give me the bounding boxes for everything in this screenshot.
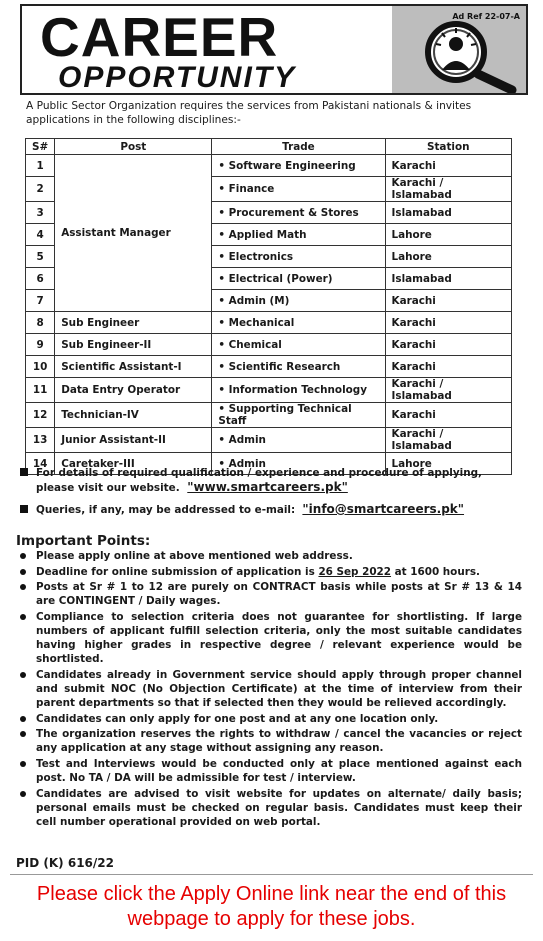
important-points-title: Important Points: xyxy=(16,533,151,549)
table-row xyxy=(26,428,512,453)
cell-trade: • Admin xyxy=(212,428,385,453)
deadline-suffix: at 1600 hours. xyxy=(394,565,480,578)
apply-online-note: Please click the Apply Online link near the end of this webpage to apply for these jobs. xyxy=(36,883,507,930)
header-post: Post xyxy=(55,139,212,155)
cell-post: Sub Engineer-II xyxy=(55,334,212,356)
list-item: Candidates can only apply for one post and at any one location only. xyxy=(16,712,522,726)
cell-post: Caretaker-III xyxy=(55,453,212,475)
cell-post: Data Entry Operator xyxy=(55,378,212,403)
header-trade: Trade xyxy=(212,139,385,155)
intro-text: A Public Sector Organization requires the services from Pakistani nationals & invites applications in the following disciplines:- xyxy=(26,100,472,126)
cell-trade: • Information Technology xyxy=(212,378,385,403)
jobs-table xyxy=(25,138,512,475)
banner-subtitle: OPPORTUNITY xyxy=(58,61,297,94)
cell-station: Islamabad xyxy=(385,268,511,290)
cell-station: Karachi / Islamabad xyxy=(385,428,511,453)
cell-station: Karachi / Islamabad xyxy=(385,378,511,403)
cell-sn: 11 xyxy=(26,378,55,403)
cell-sn: 3 xyxy=(26,202,55,224)
cell-sn: 6 xyxy=(26,268,55,290)
cell-trade: • Supporting Technical Staff xyxy=(212,403,385,428)
list-item-deadline xyxy=(16,565,522,579)
square-bullet-icon xyxy=(20,468,28,476)
table-row xyxy=(26,356,512,378)
square-bullet-icon xyxy=(20,505,28,513)
cell-station: Karachi xyxy=(385,290,511,312)
cell-station: Karachi xyxy=(385,334,511,356)
cell-sn: 14 xyxy=(26,453,55,475)
cell-post: Sub Engineer xyxy=(55,312,212,334)
cell-station: Lahore xyxy=(385,224,511,246)
list-item: Compliance to selection criteria does not guarantee for shortlisting. If large numbers of applicant fulfill selection criteria, only the most suitable candidates having higher grades in respective degree / relevant experience would be shortlisted. xyxy=(16,610,522,667)
cell-sn: 1 xyxy=(26,155,55,177)
cell-trade: • Finance xyxy=(212,177,385,202)
list-item: The organization reserves the rights to withdraw / cancel the vacancies or reject any application at any stage without assigning any reason. xyxy=(16,727,522,755)
cell-sn: 2 xyxy=(26,177,55,202)
cell-station: Lahore xyxy=(385,453,511,475)
cell-sn: 7 xyxy=(26,290,55,312)
table-row xyxy=(26,334,512,356)
website-note xyxy=(20,466,520,495)
cell-sn: 9 xyxy=(26,334,55,356)
cell-post: Junior Assistant-II xyxy=(55,428,212,453)
cell-trade: • Scientific Research xyxy=(212,356,385,378)
cell-trade: • Admin xyxy=(212,453,385,475)
cell-post: Scientific Assistant-I xyxy=(55,356,212,378)
banner-title-area xyxy=(22,6,392,93)
header-sn: S# xyxy=(26,139,55,155)
cell-sn: 4 xyxy=(26,224,55,246)
website-link[interactable]: "www.smartcareers.pk" xyxy=(187,480,348,494)
table-row xyxy=(26,312,512,334)
table-header-row xyxy=(26,139,512,155)
cell-sn: 5 xyxy=(26,246,55,268)
divider xyxy=(10,874,533,875)
deadline-prefix: Deadline for online submission of application is xyxy=(36,565,315,578)
list-item: Candidates are advised to visit website for updates on alternate/ daily basis; personal emails must be checked on regular basis. Candidates must keep their cell number operational provided on web portal. xyxy=(16,787,522,830)
cell-station: Karachi xyxy=(385,312,511,334)
cell-trade: • Electronics xyxy=(212,246,385,268)
table-row xyxy=(26,378,512,403)
cell-station: Karachi / Islamabad xyxy=(385,177,511,202)
list-item: Please apply online at above mentioned web address. xyxy=(16,549,522,563)
banner-title: CAREER xyxy=(40,6,279,68)
list-item: Posts at Sr # 1 to 12 are purely on CONTRACT basis while posts at Sr # 13 & 14 are CONTINGENT / Daily wages. xyxy=(16,580,522,608)
ad-reference: Ad Ref 22-07-A xyxy=(452,12,520,21)
cell-trade: • Admin (M) xyxy=(212,290,385,312)
email-link[interactable]: "info@smartcareers.pk" xyxy=(302,502,465,516)
cell-trade: • Electrical (Power) xyxy=(212,268,385,290)
career-banner xyxy=(20,4,528,95)
table-row xyxy=(26,155,512,177)
cell-sn: 10 xyxy=(26,356,55,378)
cell-station: Karachi xyxy=(385,403,511,428)
email-note xyxy=(20,502,520,516)
pid-reference: PID (K) 616/22 xyxy=(16,856,114,870)
website-note-line2: please visit our website. xyxy=(36,482,180,494)
cell-trade: • Mechanical xyxy=(212,312,385,334)
website-note-line1: For details of required qualification / experience and procedure of applying, xyxy=(36,467,482,479)
magnifier-person-icon xyxy=(404,18,524,94)
cell-sn: 12 xyxy=(26,403,55,428)
cell-station: Lahore xyxy=(385,246,511,268)
cell-trade: • Software Engineering xyxy=(212,155,385,177)
email-note-text: Queries, if any, may be addressed to e-mail: xyxy=(36,504,296,516)
deadline-date: 26 Sep 2022 xyxy=(318,565,392,578)
header-station: Station xyxy=(385,139,511,155)
cell-station: Karachi xyxy=(385,356,511,378)
cell-trade: • Chemical xyxy=(212,334,385,356)
cell-sn: 8 xyxy=(26,312,55,334)
cell-trade: • Applied Math xyxy=(212,224,385,246)
cell-station: Islamabad xyxy=(385,202,511,224)
table-row xyxy=(26,403,512,428)
cell-post-assistant-manager: Assistant Manager xyxy=(55,155,212,312)
cell-post: Technician-IV xyxy=(55,403,212,428)
important-points-list xyxy=(16,549,522,831)
list-item: Test and Interviews would be conducted only at place mentioned against each post. No TA / DA will be admissible for test / interview. xyxy=(16,757,522,785)
cell-sn: 13 xyxy=(26,428,55,453)
cell-trade: • Procurement & Stores xyxy=(212,202,385,224)
cell-station: Karachi xyxy=(385,155,511,177)
list-item: Candidates already in Government service should apply through proper channel and submit NOC (No Objection Certificate) at the time of interview from their parent departments so that if selected then they would be relieved accordingly. xyxy=(16,668,522,711)
